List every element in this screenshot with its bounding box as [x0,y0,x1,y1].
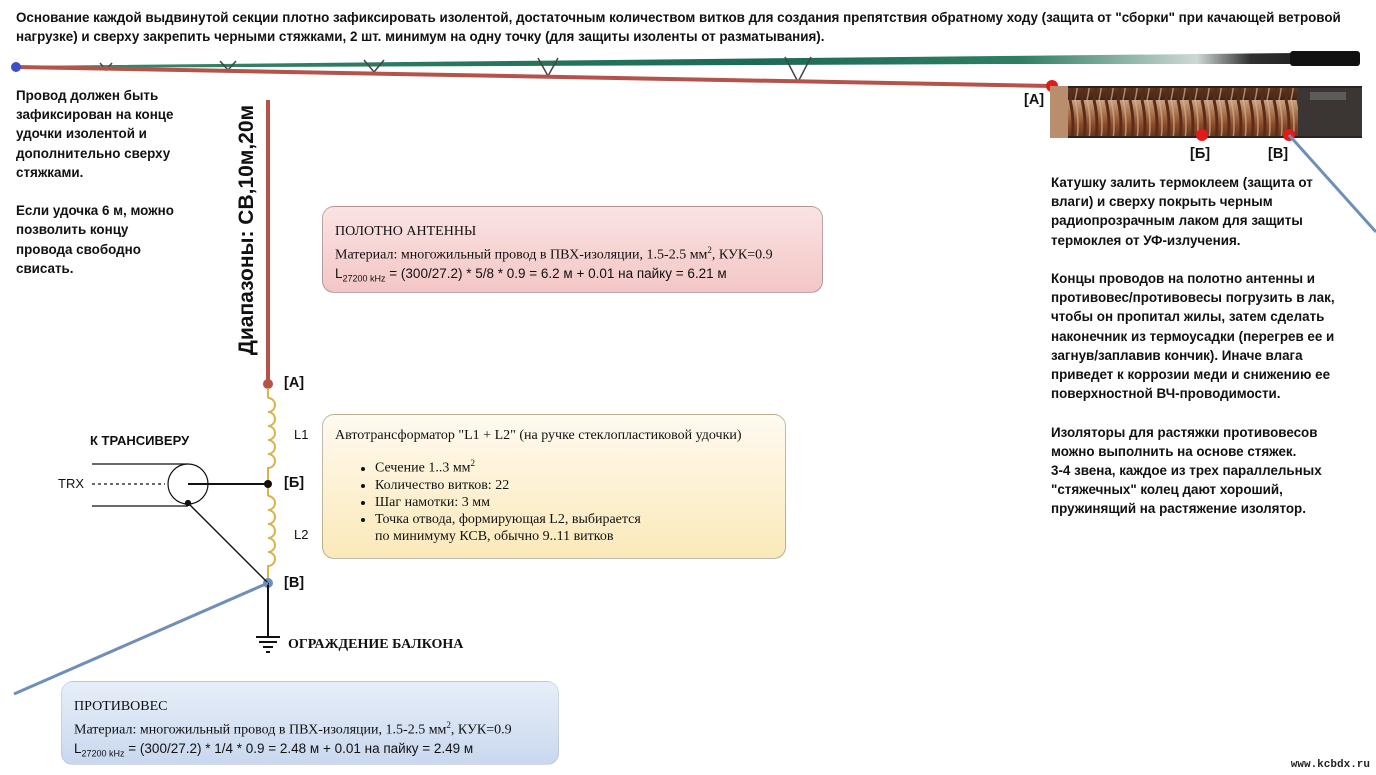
counterpoise-length-line [74,740,546,763]
label-v-node: [В] [284,575,305,591]
autotransformer-spec-box [322,414,786,559]
point-a-node [263,379,273,389]
counterpoise-material-post: , КУК=0.9 [450,722,512,738]
label-a-photo: [A] [1024,92,1045,108]
spec-item-section [375,455,773,477]
antenna-material-line [335,241,810,265]
to-transceiver-heading: К ТРАНСИВЕРУ [90,433,190,448]
label-v-photo: [В] [1268,146,1289,162]
spec-tap-line1: Точка отвода, формирующая L2, выбирается [375,511,641,527]
antenna-material-text: Материал: многожильный провод в ПВХ-изоляции, 1.5-2.5 мм [335,247,708,263]
spec-item-tap [375,511,773,545]
counterpoise-box-title: ПРОТИВОВЕС [74,699,168,714]
antenna-spec-box [322,206,823,293]
counterpoise-spec-box [61,681,559,765]
coil-photo [1050,86,1362,138]
counterpoise-material-text: Материал: многожильный провод в ПВХ-изоляции, 1.5-2.5 мм [74,722,447,738]
antenna-box-title: ПОЛОТНО АНТЕННЫ [335,224,477,239]
antenna-wire-top [16,67,1052,86]
trx-connector [92,464,268,583]
spec-section-text: Сечение 1..3 мм [375,460,471,476]
label-b-node: [Б] [284,475,305,491]
label-b-photo: [Б] [1190,146,1211,162]
counterpoise-length-sub: 27200 kHz [81,748,125,759]
coil-l2 [268,484,275,582]
antenna-material-post: , КУК=0.9 [711,247,773,263]
label-l1: L1 [294,427,309,442]
site-watermark: www.kcbdx.ru [1290,759,1370,771]
label-a-node: [А] [284,375,305,391]
autotransformer-spec-list [335,455,773,545]
coil-protection-note: Катушку залить термоклеем (защита от влаги) и сверху покрыть черным радиопрозрачным лаком для защиты термоклея от УФ-излучения. Концы проводов на полотно антенны и противовес/противовесы погрузить в лак, чтобы он пропитал жилы, затем сделать наконечник из термоусадки (перегрев ее и загнув/заплавив кончик). Иначе влага приведет к коррозии меди и снижению ее поверхностной ВЧ-проводимости. Изоляторы для растяжки противовесов можно выполнить на основе стяжек. 3-4 звена, каждое из трех параллельных "стяжечных" колец дают хороший, пружинящий на растяжение изолятор. [1051,175,1335,517]
tip-point-blue [11,62,21,72]
spec-section-sup: 2 [470,458,476,468]
counterpoise-length-symbol: L [74,740,82,756]
coil-l1 [268,388,275,484]
spec-item-pitch: • Шаг намотки: 3 мм [375,494,773,511]
antenna-length-symbol: L [335,265,343,281]
counterpoise-wire [14,583,268,694]
counterpoise-material-sup: 2 [446,720,451,730]
counterpoise-material-line [74,716,546,740]
ground-label: ОГРАЖДЕНИЕ БАЛКОНА [288,637,464,652]
counterpoise-length-formula: = (300/27.2) * 1/4 * 0.9 = 2.48 м + 0.01 на пайку = 2.49 м [124,740,474,756]
point-b-photo [1196,129,1208,141]
label-l2: L2 [294,527,309,542]
wire-fixing-note: Провод должен быть зафиксирован на конце удочки изолентой и дополнительно сверху стяжками. Если удочка 6 м, можно позволить концу провода свободно свисать. [16,88,174,276]
autotransformer-box-title: Автотрансформатор "L1 + L2" (на ручке стеклопластиковой удочки) [335,428,742,443]
bands-label [217,102,277,358]
antenna-length-line [335,265,810,288]
ground-symbol [256,583,280,652]
spec-item-turns: • Количество витков: 22 [375,477,773,494]
antenna-length-formula: = (300/27.2) * 5/8 * 0.9 = 6.2 м + 0.01 на пайку = 6.21 м [385,265,727,281]
antenna-length-sub: 27200 kHz [342,273,386,284]
spec-tap-line2: по минимуму КСВ, обычно 9..11 витков [375,528,614,544]
bands-label-text: Диапазоны: СВ,10м,20м [235,104,258,356]
trx-label: TRX [58,476,84,491]
antenna-material-sup: 2 [707,245,712,255]
top-instruction-note: Основание каждой выдвинутой секции плотно зафиксировать изолентой, достаточным количеством витков для создания препятствия обратному ходу (защита от "сборки" при качающей ветровой нагрузке) и сверху закрепить черными стяжками, 2 шт. минимум на одну точку (для защиты изоленты от разматывания). [16,10,1341,44]
